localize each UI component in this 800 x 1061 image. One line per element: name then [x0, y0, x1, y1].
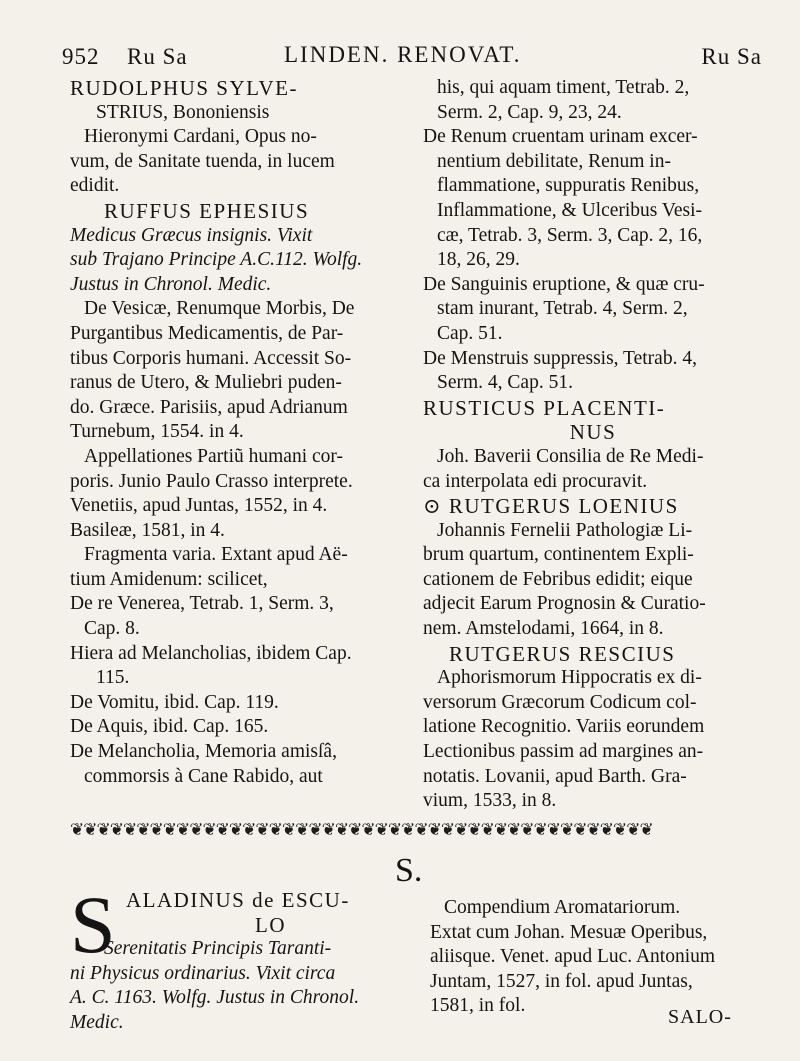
text-line: De Aquis, ibid. Cap. 165.	[70, 716, 269, 738]
text-line: Medicus Græcus insignis. Vixit	[70, 224, 313, 246]
text-line: poris. Junio Paulo Crasso interprete.	[70, 470, 353, 492]
text-line: Compendium Aromatariorum.	[444, 897, 681, 918]
text-line: A. C. 1163. Wolfg. Justus in Chronol.	[70, 987, 360, 1009]
running-title: LINDEN. RENOVAT.	[284, 42, 522, 67]
page-number: 952	[62, 44, 100, 69]
text-line: ⊙ RUTGERUS LOENIUS	[423, 494, 679, 519]
text-line: Hieronymi Cardani, Opus no-	[84, 126, 317, 148]
text-line: Fragmenta varia. Extant apud Aë-	[84, 544, 348, 566]
right-column	[423, 76, 763, 814]
text-line: Justus in Chronol. Medic.	[70, 273, 272, 295]
text-line: Johannis Fernelii Pathologiæ Li-	[437, 519, 693, 541]
text-line: tibus Corporis humani. Accessit So-	[70, 347, 352, 369]
text-line: Cap. 8.	[84, 618, 140, 640]
text-line: Serenitatis Principis Taranti-	[104, 938, 332, 960]
text-line: commorsis à Cane Rabido, aut	[84, 765, 323, 787]
header-left-key: Ru Sa	[127, 44, 188, 69]
text-line: ca interpolata edi procuravit.	[423, 470, 648, 492]
text-line: RUDOLPHUS SYLVE-	[70, 76, 299, 100]
text-line: Appellationes Partiũ humani cor-	[84, 445, 344, 467]
text-line: Aphorismorum Hippocratis ex di-	[437, 667, 702, 689]
text-line: Serm. 4, Cap. 51.	[437, 372, 573, 394]
text-line: Inflammatione, & Ulceribus Vesi-	[437, 199, 702, 221]
entry-saladinus	[70, 879, 415, 1036]
text-line: Juntam, 1527, in fol. apud Juntas,	[430, 970, 693, 992]
text-line: 115.	[96, 667, 130, 689]
text-line: vium, 1533, in 8.	[423, 790, 557, 812]
text-line: Joh. Baverii Consilia de Re Medi-	[437, 445, 704, 467]
saladinus-lines	[70, 888, 415, 1036]
text-line: 18, 26, 29.	[437, 249, 520, 271]
text-line: vum, de Sanitate tuenda, in lucem	[70, 150, 335, 172]
text-line: Cap. 51.	[437, 322, 503, 344]
text-line: RUTGERUS RESCIUS	[449, 641, 676, 666]
text-line: versorum Græcorum Codicum col-	[423, 691, 697, 713]
text-line: De Sanguinis eruptione, & quæ cru-	[423, 273, 705, 295]
text-line: 1581, in fol.	[430, 995, 526, 1017]
text-line: STRIUS, Bononiensis	[96, 101, 270, 123]
text-line: tium Amidenum: scilicet,	[70, 568, 268, 590]
ornamental-divider: ❦❦❦❦❦❦❦❦❦❦❦❦❦❦❦❦❦❦❦❦❦❦❦❦❦❦❦❦❦❦❦❦❦❦❦❦❦❦❦❦❦❦❦❦	[70, 820, 653, 839]
text-line: De Melancholia, Memoria amisſâ,	[70, 741, 337, 763]
text-line: cæ, Tetrab. 3, Serm. 3, Cap. 2, 16,	[437, 224, 703, 246]
text-line: nentium debilitate, Renum in-	[437, 150, 671, 172]
text-line: De Renum cruentam urinam excer-	[423, 126, 698, 148]
text-line: adjecit Earum Prognosin & Curatio-	[423, 593, 706, 615]
text-line: notatis. Lovanii, apud Barth. Gra-	[423, 765, 687, 787]
text-line: Purgantibus Medicamentis, de Par-	[70, 322, 344, 344]
text-line: ni Physicus ordinarius. Vixit circa	[70, 962, 336, 984]
text-line: RUSTICUS PLACENTI-	[423, 395, 666, 420]
text-line: aliisque. Venet. apud Luc. Antonium	[430, 946, 716, 968]
left-column	[70, 76, 415, 789]
text-line: De re Venerea, Tetrab. 1, Serm. 3,	[70, 593, 334, 615]
text-line: Basileæ, 1581, in 4.	[70, 519, 225, 541]
text-line: Medic.	[70, 1011, 124, 1033]
text-line: De Vomitu, ibid. Cap. 119.	[70, 691, 279, 713]
text-line: sub Trajano Principe A.C.112. Wolfg.	[70, 249, 363, 271]
text-line: flammatione, suppuratis Renibus,	[437, 175, 700, 197]
text-line: his, qui aquam timent, Tetrab. 2,	[437, 77, 690, 98]
text-line: NUS	[569, 420, 617, 445]
catchword: SALO-	[668, 1006, 732, 1028]
text-line: ALADINUS de ESCU-	[126, 888, 350, 912]
section-letter: S.	[395, 852, 423, 889]
text-line: Hiera ad Melancholias, ibidem Cap.	[70, 642, 352, 664]
text-line: Lectionibus passim ad margines an-	[423, 741, 704, 763]
text-line: nem. Amstelodami, 1664, in 8.	[423, 618, 664, 640]
text-line: Venetiis, apud Juntas, 1552, in 4.	[70, 495, 328, 517]
text-line: Extat cum Johan. Mesuæ Operibus,	[430, 921, 708, 943]
text-line: De Menstruis suppressis, Tetrab. 4,	[423, 347, 697, 369]
text-line: latione Recognitio. Variis eorundem	[423, 716, 705, 738]
text-line: LO	[255, 912, 286, 937]
text-line: cationem de Febribus edidit; eique	[423, 568, 693, 590]
running-header	[62, 40, 762, 74]
text-line: RUFFUS EPHESIUS	[104, 198, 310, 223]
drop-capital: S	[70, 879, 116, 970]
bottom-right-column	[430, 896, 770, 1019]
text-line: do. Græce. Parisiis, apud Adrianum	[70, 396, 348, 418]
text-line: Serm. 2, Cap. 9, 23, 24.	[437, 101, 622, 123]
text-line: stam inurant, Tetrab. 4, Serm. 2,	[437, 298, 688, 320]
text-line: Turnebum, 1554. in 4.	[70, 421, 244, 443]
text-line: De Vesicæ, Renumque Morbis, De	[84, 298, 355, 320]
text-line: brum quartum, continentem Expli-	[423, 544, 694, 566]
text-line: edidit.	[70, 175, 120, 197]
text-line: ranus de Utero, & Muliebri puden-	[70, 372, 342, 394]
header-right-key: Ru Sa	[701, 44, 762, 69]
